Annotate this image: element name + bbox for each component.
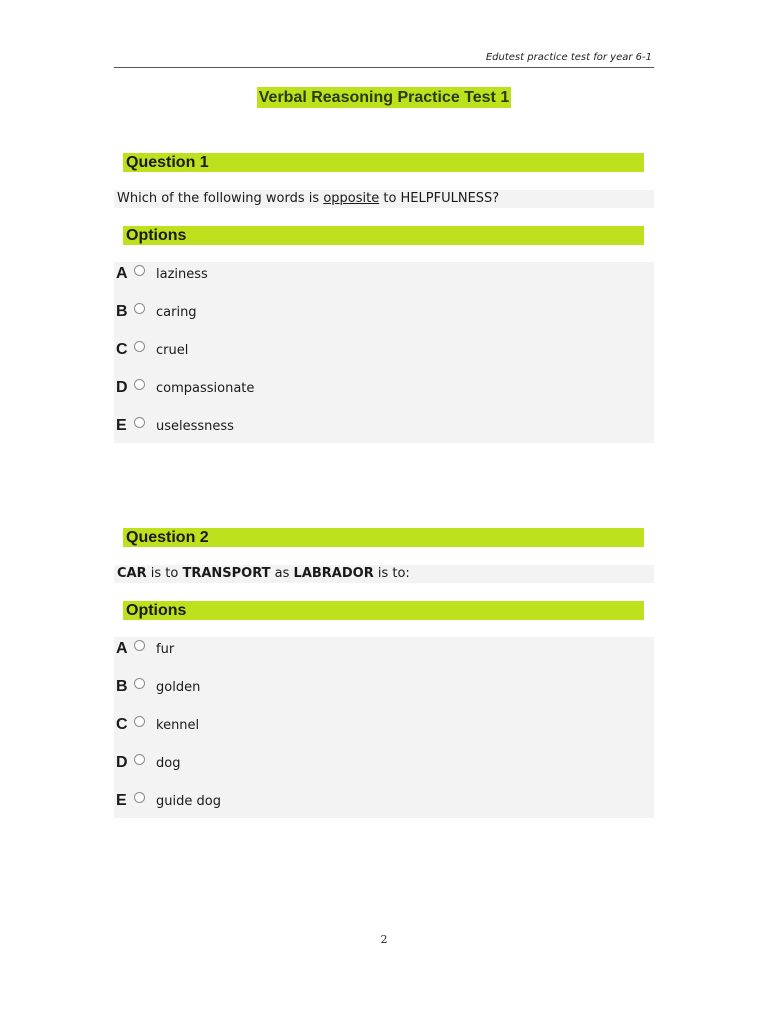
- option-label: golden: [156, 680, 201, 695]
- question-1-heading: Question 1: [123, 153, 644, 172]
- option-b[interactable]: [114, 675, 654, 713]
- question-2-heading: Question 2: [123, 528, 644, 547]
- option-label: caring: [156, 305, 197, 320]
- option-letter: B: [116, 303, 128, 320]
- question-1-options: [114, 262, 654, 443]
- option-letter: A: [116, 265, 128, 282]
- option-d[interactable]: [114, 376, 654, 414]
- running-header: Edutest practice test for year 6-1: [485, 52, 652, 63]
- option-c[interactable]: [114, 713, 654, 751]
- option-b[interactable]: [114, 300, 654, 338]
- prompt-text: as: [270, 566, 294, 581]
- prompt-text: to HELPFULNESS?: [379, 191, 500, 206]
- option-label: compassionate: [156, 381, 255, 396]
- option-letter: E: [116, 792, 127, 809]
- option-label: uselessness: [156, 419, 234, 434]
- radio-button[interactable]: [134, 754, 145, 765]
- question-1-options-heading: Options: [123, 226, 644, 245]
- radio-button[interactable]: [134, 417, 145, 428]
- option-label: cruel: [156, 343, 189, 358]
- question-2-prompt: [114, 565, 654, 583]
- page-title: Verbal Reasoning Practice Test 1: [258, 89, 510, 106]
- question-2-options: [114, 637, 654, 818]
- prompt-bold-word: LABRADOR: [293, 566, 374, 581]
- radio-button[interactable]: [134, 792, 145, 803]
- option-e[interactable]: [114, 789, 654, 827]
- option-a[interactable]: [114, 262, 654, 300]
- option-label: guide dog: [156, 794, 221, 809]
- option-letter: E: [116, 417, 127, 434]
- page-title-wrap: [0, 87, 768, 108]
- prompt-text: is to: [146, 566, 183, 581]
- prompt-text: Which of the following words is: [117, 191, 324, 206]
- radio-button[interactable]: [134, 716, 145, 727]
- question-1-prompt: [114, 190, 654, 208]
- header-divider: [114, 67, 654, 68]
- option-letter: A: [116, 640, 128, 657]
- radio-button[interactable]: [134, 303, 145, 314]
- prompt-bold-word: CAR: [117, 566, 147, 581]
- question-2-options-heading: Options: [123, 601, 644, 620]
- option-a[interactable]: [114, 637, 654, 675]
- radio-button[interactable]: [134, 640, 145, 651]
- option-letter: C: [116, 341, 128, 358]
- option-letter: D: [116, 379, 128, 396]
- option-label: laziness: [156, 267, 208, 282]
- option-letter: B: [116, 678, 128, 695]
- option-letter: D: [116, 754, 128, 771]
- option-e[interactable]: [114, 414, 654, 452]
- radio-button[interactable]: [134, 265, 145, 276]
- radio-button[interactable]: [134, 678, 145, 689]
- page-number: 2: [380, 933, 388, 946]
- prompt-text: is to:: [373, 566, 410, 581]
- radio-button[interactable]: [134, 341, 145, 352]
- option-d[interactable]: [114, 751, 654, 789]
- option-label: kennel: [156, 718, 200, 733]
- prompt-underlined-word: opposite: [323, 191, 380, 206]
- prompt-bold-word: TRANSPORT: [182, 566, 271, 581]
- option-c[interactable]: [114, 338, 654, 376]
- option-label: fur: [156, 642, 175, 657]
- option-letter: C: [116, 716, 128, 733]
- option-label: dog: [156, 756, 181, 771]
- radio-button[interactable]: [134, 379, 145, 390]
